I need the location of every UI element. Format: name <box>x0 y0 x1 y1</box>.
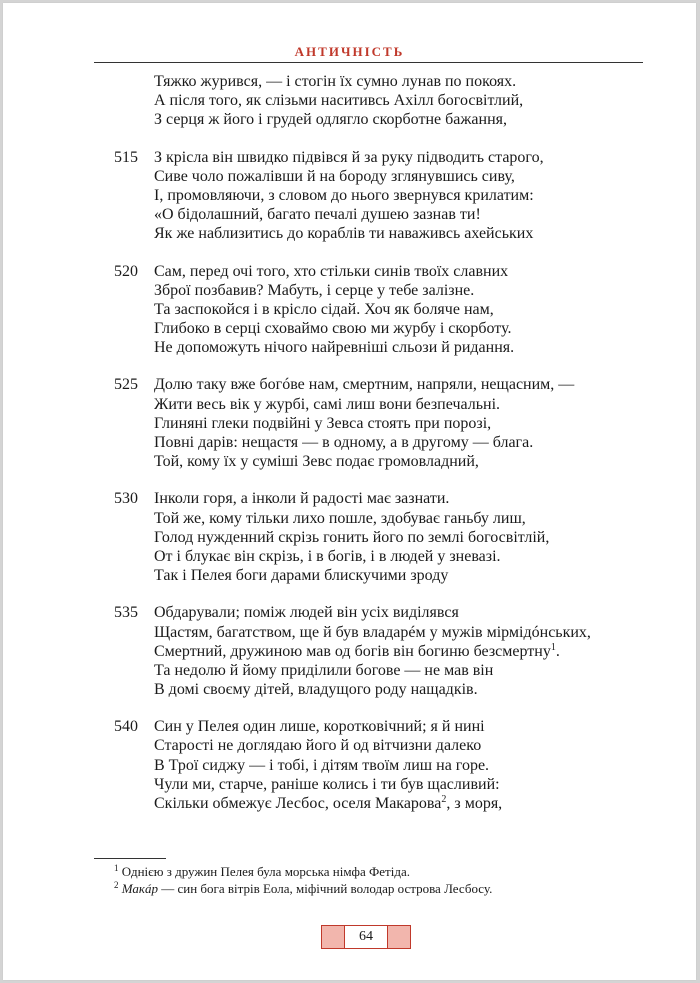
footnote: $^2$ Макáр — син бога вітрів Еола, міфічний володар острова Лесбосу. <box>114 880 493 896</box>
verse-line: От і блукає він скрізь, і в богів, і в людей у зневазі. <box>154 547 501 565</box>
verse-line: Так і Пелея боги дарами блискучими зроду <box>154 567 449 585</box>
verse-line: 520 Сам, перед очі того, хто стільки синів твоїх славних <box>114 262 509 280</box>
verse-line: Той, кому їх у суміші Зевс подає громовладний, <box>154 453 479 471</box>
verse-line: «О бідолашний, багато печалі душею зазнав ти! <box>154 206 481 224</box>
poem-body <box>3 72 696 831</box>
verse-line: Смертний, дружиною мав од богів він богиню безсмертну$^1$. <box>154 641 560 660</box>
stanza <box>3 375 696 471</box>
header-rule <box>94 62 643 63</box>
verse-line: Та недолю й йому приділили богове — не мав він <box>154 661 494 679</box>
verse-line: Скільки обмежує Лесбос, оселя Макарова$^2$, з моря, <box>154 794 503 812</box>
verse-line: А після того, як слізьми наситивсь Ахілл богосвітлий, <box>154 92 524 110</box>
verse-line: Глиняні глеки подвійні у Зевса стоять при порозі, <box>154 414 492 432</box>
verse-line: Той же, кому тільки лихо пошле, здобуває ганьбу лиш, <box>154 509 526 527</box>
stanza <box>3 72 696 130</box>
verse-line: 530 Інколи горя, а інколи й радості має зазнати. <box>114 490 450 508</box>
verse-line: Старості не доглядаю його й од вітчизни далеко <box>154 737 482 755</box>
footnote-rule <box>94 858 166 859</box>
verse-line: Тяжко журився, — і стогін їх сумно лунав по покоях. <box>154 73 517 90</box>
verse-line: Повні дарів: нещастя — в одному, а в другому — блага. <box>154 434 534 451</box>
verse-line: 540 Син у Пелея один лише, коротковічний; я й нині <box>114 718 485 736</box>
page-number-box <box>321 925 411 949</box>
verse-line: Жити весь вік у журбі, самі лиш вони безпечальні. <box>154 395 501 413</box>
stanza <box>3 148 696 244</box>
verse-line: 535 Обдарували; поміж людей він усіх виділявся <box>114 604 459 622</box>
verse-line: Голод нужденний скрізь гонить його по землі богосвітлій, <box>154 528 550 546</box>
verse-line: Чули ми, старче, раніше колись і ти був щасливий: <box>154 775 500 793</box>
line-number: 530 <box>114 490 138 508</box>
verse-line: З серця ж його і грудей одлягло скорботне бажання, <box>154 111 507 129</box>
page-header-title: АНТИЧНІСТЬ <box>294 44 405 59</box>
line-number: 535 <box>114 604 138 622</box>
stanza <box>3 262 696 358</box>
line-number: 520 <box>114 262 138 280</box>
verse-line: Та заспокойся і в крісло сідай. Хоч як боляче нам, <box>154 300 494 318</box>
footnote: $^1$ Однією з дружин Пелея була морська німфа Фетіда. <box>114 863 410 879</box>
verse-line: Як же наблизитись до кораблів ти наваживсь ахейських <box>154 225 534 243</box>
book-page <box>3 3 696 980</box>
line-number: 540 <box>114 718 138 736</box>
verse-line: 515 З крісла він швидко підвівся й за руку підводить старого, <box>114 148 544 166</box>
verse-line: Не допоможуть нічого найревніші сльози й ридання. <box>154 339 515 357</box>
footnote-ref[interactable]: 1 <box>550 641 556 653</box>
line-number: 525 <box>114 376 138 394</box>
stanza <box>3 489 696 585</box>
verse-line: Сиве чоло пожалівши й на бороду зглянувшись сиву, <box>154 167 515 185</box>
line-number: 515 <box>114 148 138 166</box>
page-number-left-block <box>321 925 345 949</box>
verse-line: І, промовляючи, з словом до нього звернувся крилатим: <box>154 186 534 204</box>
verse-line: Зброї позбавив? Мабуть, і серце у тебе залізне. <box>154 281 475 299</box>
verse-line: В домі своєму дітей, владущого роду нащадків. <box>154 681 478 699</box>
stanza <box>3 603 696 699</box>
verse-line: В Трої сиджу — і тобі, і дітям твоїм лиш на горе. <box>154 756 490 774</box>
stanza <box>3 717 696 813</box>
verse-line: 525 Долю таку вже богóве нам, смертним, напряли, нещасним, — <box>114 376 575 394</box>
page-number: 64 <box>345 925 387 949</box>
verse-line: Щастям, багатством, ще й був владарéм у мужів мірмідóнських, <box>154 623 591 641</box>
footnote-ref[interactable]: 2 <box>441 794 447 805</box>
footnote-term: Макáр <box>121 881 158 896</box>
footnotes <box>114 863 492 897</box>
verse-line: Глибоко в серці сховаймо свою ми журбу і скорботу. <box>154 320 512 338</box>
page-number-right-block <box>387 925 411 949</box>
